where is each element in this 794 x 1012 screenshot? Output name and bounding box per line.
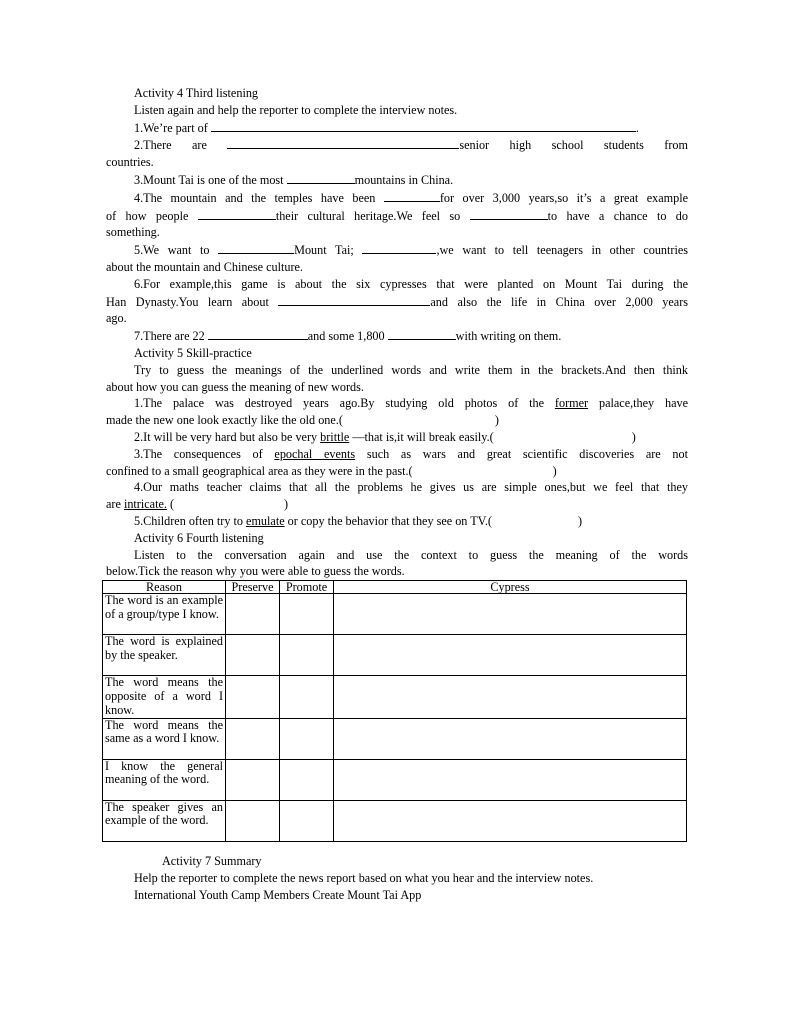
answer-blank[interactable] bbox=[218, 241, 294, 254]
table-row bbox=[103, 635, 687, 676]
underlined-word: brittle bbox=[320, 429, 350, 444]
activity7-section bbox=[134, 853, 694, 903]
table-row bbox=[103, 594, 687, 635]
activity5-title: Activity 5 Skill-practice bbox=[134, 345, 252, 360]
header-reason: Reason bbox=[103, 581, 226, 594]
a5-q4-cont: are intricate. ( ) bbox=[106, 497, 289, 512]
worksheet-page bbox=[106, 85, 688, 842]
answer-blank[interactable] bbox=[208, 327, 308, 340]
tick-cell-preserve[interactable] bbox=[226, 718, 280, 759]
activity7-instruction: Help the reporter to complete the news report based on what you hear and the interview notes. bbox=[134, 870, 594, 885]
activity7-headline: International Youth Camp Members Create Mount Tai App bbox=[134, 887, 422, 902]
tick-cell-promote[interactable] bbox=[280, 718, 334, 759]
table-row bbox=[103, 800, 687, 841]
activity6-instruction: Listen to the conversation again and use the context to guess the meaning of the words bbox=[134, 547, 688, 562]
a4-item2: 2.There are senior high school students from bbox=[134, 138, 688, 153]
underlined-word: former bbox=[554, 396, 589, 411]
tick-cell-preserve[interactable] bbox=[226, 676, 280, 718]
tick-cell-promote[interactable] bbox=[280, 676, 334, 718]
tick-cell-cypress[interactable] bbox=[334, 718, 687, 759]
table-header-row bbox=[103, 581, 687, 594]
reason-cell: The word means the same as a word I know. bbox=[103, 718, 226, 759]
tick-cell-preserve[interactable] bbox=[226, 594, 280, 635]
table-row bbox=[103, 718, 687, 759]
a4-item4: 4.The mountain and the temples have been for over 3,000 years,so it’s a great example bbox=[134, 190, 689, 205]
header-cypress: Cypress bbox=[334, 581, 687, 594]
activity5-instruction-cont: about how you can guess the meaning of new words. bbox=[106, 379, 364, 394]
a4-item6: 6.For example,this game is about the six cypresses that were planted on Mount Tai during the bbox=[134, 276, 688, 291]
underlined-word: intricate. bbox=[123, 497, 167, 512]
a5-q1-cont: made the new one look exactly like the old one.( ) bbox=[106, 413, 499, 428]
a4-item7: 7.There are 22 and some 1,800 with writing on them. bbox=[134, 329, 562, 344]
a4-item4-end: something. bbox=[106, 225, 160, 240]
table-row bbox=[103, 759, 687, 800]
answer-blank[interactable] bbox=[227, 136, 459, 149]
header-preserve: Preserve bbox=[226, 581, 280, 594]
a4-item3: 3.Mount Tai is one of the most mountains in China. bbox=[134, 172, 454, 187]
activity5-instruction: Try to guess the meanings of the underlined words and write them in the brackets.And then think bbox=[134, 362, 688, 377]
underlined-word: epochal events bbox=[274, 446, 356, 461]
answer-blank[interactable] bbox=[278, 293, 430, 306]
answer-blank[interactable] bbox=[388, 327, 456, 340]
a4-item4-cont: of how people their cultural heritage.We feel so to have a chance to do bbox=[106, 208, 688, 223]
tick-cell-promote[interactable] bbox=[280, 800, 334, 841]
reason-table bbox=[102, 580, 687, 841]
a4-item6-end: ago. bbox=[106, 311, 127, 326]
reason-cell: The word is explained by the speaker. bbox=[103, 635, 226, 676]
a4-item5: 5.We want to Mount Tai; ,we want to tell teenagers in other countries bbox=[134, 243, 688, 258]
a4-item6-cont: Han Dynasty.You learn about and also the life in China over 2,000 years bbox=[106, 294, 689, 309]
a4-item1: 1.We’re part of . bbox=[134, 120, 639, 135]
a5-q2: 2.It will be very hard but also be very brittle —that is,it will break easily.( ) bbox=[134, 429, 636, 444]
tick-cell-promote[interactable] bbox=[280, 635, 334, 676]
header-promote: Promote bbox=[280, 581, 334, 594]
tick-cell-cypress[interactable] bbox=[334, 800, 687, 841]
answer-blank[interactable] bbox=[287, 171, 355, 184]
answer-blank[interactable] bbox=[470, 207, 548, 220]
tick-cell-cypress[interactable] bbox=[334, 676, 687, 718]
underlined-word: emulate bbox=[246, 513, 285, 528]
activity6-title: Activity 6 Fourth listening bbox=[134, 530, 264, 545]
tick-cell-preserve[interactable] bbox=[226, 800, 280, 841]
activity4-instruction: Listen again and help the reporter to complete the interview notes. bbox=[134, 102, 458, 117]
a4-item2-cont: countries. bbox=[106, 155, 154, 170]
tick-cell-cypress[interactable] bbox=[334, 635, 687, 676]
a5-q1: 1.The palace was destroyed years ago.By studying old photos of the former palace,they have bbox=[134, 396, 689, 411]
tick-cell-promote[interactable] bbox=[280, 594, 334, 635]
tick-cell-preserve[interactable] bbox=[226, 635, 280, 676]
a5-q5: 5.Children often try to emulate or copy the behavior that they see on TV.( ) bbox=[134, 513, 583, 528]
answer-blank[interactable] bbox=[211, 119, 636, 132]
a4-item5-cont: about the mountain and Chinese culture. bbox=[106, 259, 303, 274]
a5-q3-cont: confined to a small geographical area as they were in the past.( ) bbox=[106, 463, 557, 478]
reason-cell: The word means the opposite of a word I know. bbox=[103, 676, 226, 718]
reason-cell: I know the general meaning of the word. bbox=[103, 759, 226, 800]
answer-blank[interactable] bbox=[384, 189, 440, 202]
activity7-title: Activity 7 Summary bbox=[162, 854, 262, 868]
answer-blank[interactable] bbox=[362, 241, 436, 254]
tick-cell-promote[interactable] bbox=[280, 759, 334, 800]
tick-cell-preserve[interactable] bbox=[226, 759, 280, 800]
activity4-title: Activity 4 Third listening bbox=[134, 86, 259, 100]
tick-cell-cypress[interactable] bbox=[334, 759, 687, 800]
reason-cell: The speaker gives an example of the word. bbox=[103, 800, 226, 841]
a5-q3: 3.The consequences of epochal events such as wars and great scientific discoveries are not bbox=[134, 446, 689, 461]
reason-cell: The word is an example of a group/type I know. bbox=[103, 594, 226, 635]
table-row bbox=[103, 676, 687, 718]
activity6-instruction-cont: below.Tick the reason why you were able to guess the words. bbox=[106, 564, 405, 579]
a5-q4: 4.Our maths teacher claims that all the problems he gives us are simple ones,but we feel that they bbox=[134, 480, 688, 495]
tick-cell-cypress[interactable] bbox=[334, 594, 687, 635]
answer-blank[interactable] bbox=[198, 207, 276, 220]
